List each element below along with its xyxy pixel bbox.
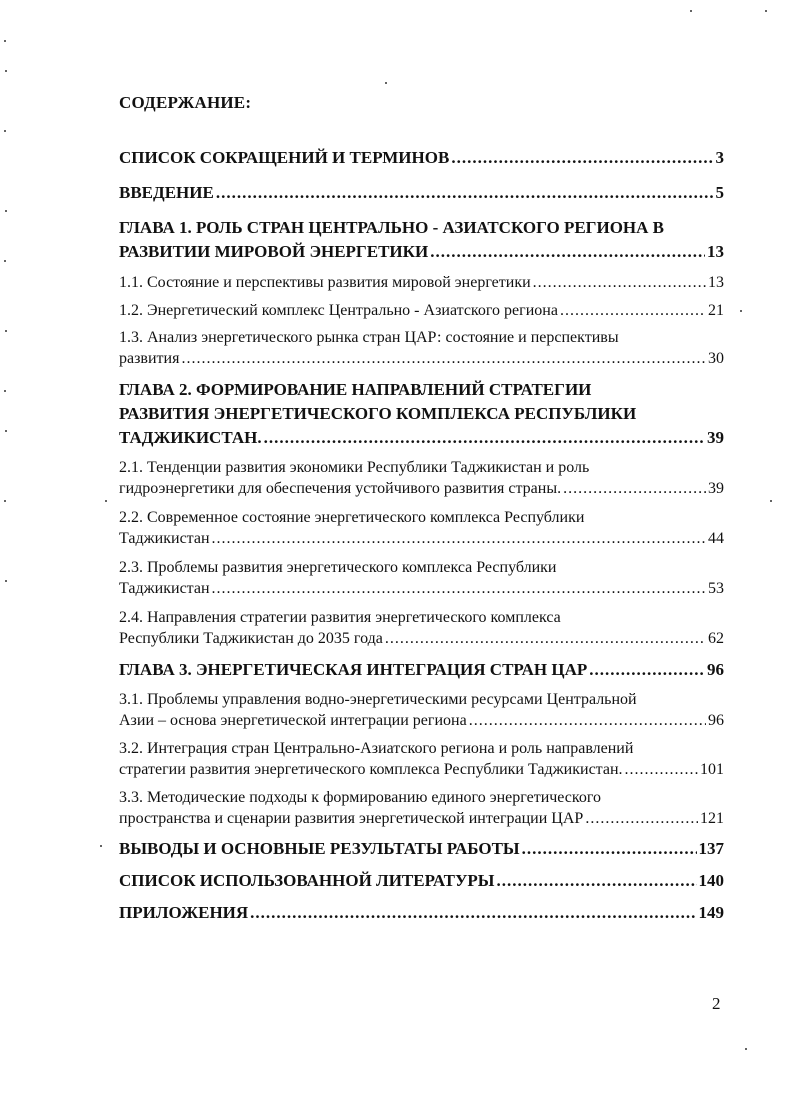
toc-entry-page: 149 bbox=[698, 903, 724, 922]
toc-entry-page: 137 bbox=[698, 839, 724, 858]
toc-entry bbox=[119, 146, 724, 170]
toc-entry-page: 39 bbox=[708, 480, 724, 497]
toc-entry bbox=[119, 837, 724, 861]
toc-entry bbox=[119, 216, 724, 264]
toc-entry-title: 1.1. Состояние и перспективы развития мировой энергетики bbox=[119, 274, 531, 291]
toc-entry bbox=[119, 272, 724, 293]
toc-entry-last-line bbox=[119, 272, 724, 293]
toc-entry-title: ТАДЖИКИСТАН. bbox=[119, 428, 262, 447]
toc-entry-last-line bbox=[119, 300, 724, 321]
toc-entry bbox=[119, 787, 724, 829]
dot-leader bbox=[385, 628, 706, 649]
toc-entry bbox=[119, 327, 724, 369]
toc-entry-last-line bbox=[119, 348, 724, 369]
page-number: 2 bbox=[712, 994, 721, 1013]
toc-entry-last-line bbox=[119, 426, 724, 450]
toc-entry-title: ВВЕДЕНИЕ bbox=[119, 183, 214, 202]
toc-entry-last-line bbox=[119, 808, 724, 829]
dot-leader bbox=[585, 808, 698, 829]
toc-entry-title: ПРИЛОЖЕНИЯ bbox=[119, 903, 249, 922]
toc-entry-page: 44 bbox=[708, 530, 724, 547]
toc-entry-page: 13 bbox=[707, 242, 724, 261]
toc-entry bbox=[119, 300, 724, 321]
toc-entry-line: 1.3. Анализ энергетического рынка стран ЦАР: состояние и перспективы bbox=[119, 329, 619, 346]
toc-entry-line: 3.3. Методические подходы к формированию единого энергетического bbox=[119, 789, 602, 806]
dot-leader bbox=[212, 528, 706, 549]
toc-entry-page: 121 bbox=[700, 810, 724, 827]
toc-entry-title: 1.2. Энергетический комплекс Центрально - Азиатского региона bbox=[119, 302, 558, 319]
toc-entry-line: 2.4. Направления стратегии развития энергетического комплекса bbox=[119, 609, 561, 626]
toc-entry-page: 53 bbox=[708, 580, 724, 597]
toc-entry-title: ГЛАВА 3. ЭНЕРГЕТИЧЕСКАЯ ИНТЕГРАЦИЯ СТРАН ЦАР bbox=[119, 660, 588, 679]
toc-entry-last-line bbox=[119, 578, 724, 599]
toc-entry-last-line bbox=[119, 478, 724, 499]
toc-entry-page: 5 bbox=[715, 183, 724, 202]
toc-entry-page: 62 bbox=[708, 630, 724, 647]
toc-entry-line: 2.3. Проблемы развития энергетического комплекса Республики bbox=[119, 559, 557, 576]
toc-entry-page: 39 bbox=[707, 428, 724, 447]
dot-leader bbox=[181, 348, 706, 369]
toc-entry bbox=[119, 181, 724, 205]
toc-entry-title: Республики Таджикистан до 2035 года bbox=[119, 630, 383, 647]
toc-entry-title: стратегии развития энергетического комплекса Республики Таджикистан. bbox=[119, 761, 623, 778]
dot-leader bbox=[589, 658, 705, 682]
toc-entry-last-line bbox=[119, 528, 724, 549]
dot-leader bbox=[212, 578, 706, 599]
toc-entry-last-line bbox=[119, 710, 724, 731]
toc-entry-title: развития bbox=[119, 350, 180, 367]
toc-entry bbox=[119, 689, 724, 731]
toc-entry-last-line bbox=[119, 240, 724, 264]
dot-leader bbox=[216, 181, 714, 205]
toc-entry-last-line bbox=[119, 181, 724, 205]
dot-leader bbox=[560, 300, 706, 321]
dot-leader bbox=[451, 146, 713, 170]
toc-entry-line: 2.1. Тенденции развития экономики Республики Таджикистан и роль bbox=[119, 459, 590, 476]
toc-entry-page: 96 bbox=[708, 712, 724, 729]
toc-entry-last-line bbox=[119, 628, 724, 649]
toc-entry bbox=[119, 738, 724, 780]
toc-entry-last-line bbox=[119, 837, 724, 861]
dot-leader bbox=[250, 901, 696, 925]
toc-entry-last-line bbox=[119, 658, 724, 682]
toc-entry-line: РАЗВИТИЯ ЭНЕРГЕТИЧЕСКОГО КОМПЛЕКСА РЕСПУБЛИКИ bbox=[119, 404, 637, 423]
dot-leader bbox=[430, 240, 705, 264]
toc-entry bbox=[119, 557, 724, 599]
toc-entry-page: 21 bbox=[708, 302, 724, 319]
toc-entry-title: СПИСОК ИСПОЛЬЗОВАННОЙ ЛИТЕРАТУРЫ bbox=[119, 871, 495, 890]
toc-entry-title: гидроэнергетики для обеспечения устойчивого развития страны. bbox=[119, 480, 562, 497]
dot-leader bbox=[264, 426, 705, 450]
toc-entry bbox=[119, 607, 724, 649]
toc-heading: СОДЕРЖАНИЕ: bbox=[119, 93, 252, 112]
toc-entry bbox=[119, 507, 724, 549]
toc-entry bbox=[119, 869, 724, 893]
toc-entry-page: 30 bbox=[708, 350, 724, 367]
toc-entry-line: 3.1. Проблемы управления водно-энергетическими ресурсами Центральной bbox=[119, 691, 637, 708]
dot-leader bbox=[563, 478, 706, 499]
toc-entry-title: Азии – основа энергетической интеграции региона bbox=[119, 712, 467, 729]
dot-leader bbox=[497, 869, 697, 893]
toc-entry bbox=[119, 901, 724, 925]
toc-entry-line: 2.2. Современное состояние энергетического комплекса Республики bbox=[119, 509, 585, 526]
toc-entry-last-line bbox=[119, 869, 724, 893]
dot-leader bbox=[469, 710, 706, 731]
toc-entry-line: ГЛАВА 1. РОЛЬ СТРАН ЦЕНТРАЛЬНО - АЗИАТСКОГО РЕГИОНА В bbox=[119, 218, 665, 237]
toc-entry-title: ВЫВОДЫ И ОСНОВНЫЕ РЕЗУЛЬТАТЫ РАБОТЫ bbox=[119, 839, 520, 858]
dot-leader bbox=[522, 837, 697, 861]
toc-entry-last-line bbox=[119, 759, 724, 780]
toc-entry-title: СПИСОК СОКРАЩЕНИЙ И ТЕРМИНОВ bbox=[119, 148, 450, 167]
toc-entry-line: ГЛАВА 2. ФОРМИРОВАНИЕ НАПРАВЛЕНИЙ СТРАТЕГИИ bbox=[119, 380, 592, 399]
toc-entry bbox=[119, 378, 724, 450]
toc-entry bbox=[119, 658, 724, 682]
toc-entry-title: Таджикистан bbox=[119, 530, 210, 547]
toc-entry-page: 140 bbox=[698, 871, 724, 890]
toc-entry-line: 3.2. Интеграция стран Центрально-Азиатского региона и роль направлений bbox=[119, 740, 634, 757]
toc-entry-page: 96 bbox=[707, 660, 724, 679]
toc-entry-title: пространства и сценарии развития энергетической интеграции ЦАР bbox=[119, 810, 584, 827]
dot-leader bbox=[625, 759, 698, 780]
table-of-contents bbox=[119, 138, 724, 925]
toc-entry-last-line bbox=[119, 901, 724, 925]
toc-entry-title: Таджикистан bbox=[119, 580, 210, 597]
toc-entry-page: 13 bbox=[708, 274, 724, 291]
dot-leader bbox=[533, 272, 706, 293]
toc-entry-last-line bbox=[119, 146, 724, 170]
toc-entry-title: РАЗВИТИИ МИРОВОЙ ЭНЕРГЕТИКИ bbox=[119, 242, 429, 261]
toc-entry-page: 101 bbox=[700, 761, 724, 778]
toc-entry-page: 3 bbox=[715, 148, 724, 167]
toc-entry bbox=[119, 457, 724, 499]
